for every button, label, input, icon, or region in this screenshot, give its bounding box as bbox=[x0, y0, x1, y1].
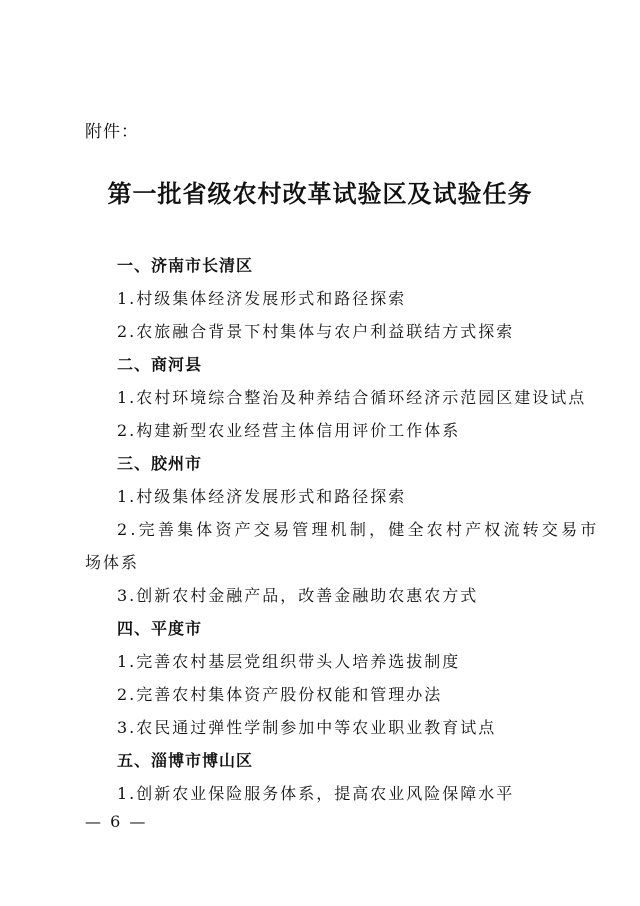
section-heading-5: 五、淄博市博山区 bbox=[117, 751, 254, 770]
document-title: 第一批省级农村改革试验区及试验任务 bbox=[107, 179, 533, 208]
section-5-item-1: 1.创新农业保险服务体系，提高农业风险保障水平 bbox=[117, 784, 515, 803]
section-3-item-2: 2.完善集体资产交易管理机制，健全农村产权流转交易市 bbox=[117, 520, 600, 539]
section-4-item-3: 3.农民通过弹性学制参加中等农业职业教育试点 bbox=[117, 718, 497, 737]
page-number: — 6 — bbox=[85, 812, 148, 831]
section-4-item-2: 2.完善农村集体资产股份权能和管理办法 bbox=[117, 685, 443, 704]
section-1-item-2: 2.农旅融合背景下村集体与农户利益联结方式探索 bbox=[117, 322, 515, 341]
section-heading-2: 二、商河县 bbox=[117, 355, 203, 374]
section-2-item-2: 2.构建新型农业经营主体信用评价工作体系 bbox=[117, 421, 461, 440]
section-3-item-3: 3.创新农村金融产品，改善金融助农惠农方式 bbox=[117, 586, 479, 605]
section-1-item-1: 1.村级集体经济发展形式和路径探索 bbox=[117, 289, 407, 308]
section-heading-1: 一、济南市长清区 bbox=[117, 256, 254, 275]
section-heading-4: 四、平度市 bbox=[117, 619, 203, 638]
section-3-item-2-continuation: 场体系 bbox=[85, 553, 140, 572]
section-heading-3: 三、胶州市 bbox=[117, 454, 203, 473]
section-3-item-1: 1.村级集体经济发展形式和路径探索 bbox=[117, 487, 407, 506]
attachment-label: 附件： bbox=[85, 122, 139, 142]
section-2-item-1: 1.农村环境综合整治及种养结合循环经济示范园区建设试点 bbox=[117, 388, 587, 407]
section-4-item-1: 1.完善农村基层党组织带头人培养选拔制度 bbox=[117, 652, 461, 671]
